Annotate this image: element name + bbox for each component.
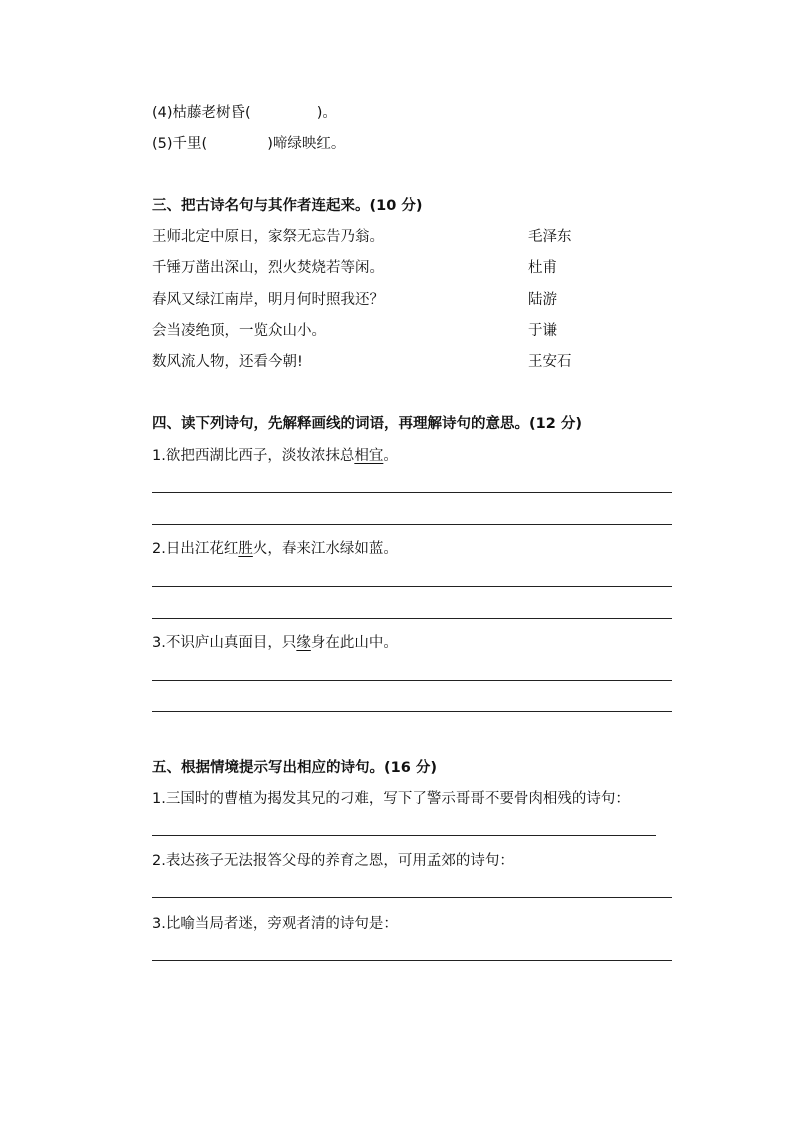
underlined-word: 胜 bbox=[238, 541, 253, 557]
answer-line[interactable] bbox=[152, 618, 672, 619]
answer-line[interactable] bbox=[152, 586, 672, 587]
answer-line[interactable] bbox=[152, 492, 672, 493]
scenario-question: 2.表达孩子无法报答父母的养育之恩，可用孟郊的诗句： bbox=[152, 853, 514, 869]
fill-item-text: )啼绿映红。 bbox=[267, 136, 346, 152]
poem-line: 春风又绿江南岸，明月何时照我还？ bbox=[152, 292, 384, 308]
fill-item-text: (5)千里( bbox=[152, 136, 208, 152]
question-3 bbox=[152, 633, 398, 653]
author-name: 王安石 bbox=[528, 354, 572, 370]
section3-title: 三、把古诗名句与其作者连起来。(10 分) bbox=[152, 198, 423, 214]
author-name: 毛泽东 bbox=[528, 229, 572, 245]
question-text: 2.日出江花红 bbox=[152, 541, 239, 557]
question-text: 身在此山中。 bbox=[310, 635, 398, 651]
answer-line[interactable] bbox=[152, 835, 656, 836]
question-text: 3.不识庐山真面目，只 bbox=[152, 635, 297, 651]
scenario-question: 3.比喻当局者迷，旁观者清的诗句是： bbox=[152, 916, 398, 932]
answer-line[interactable] bbox=[152, 680, 672, 681]
scenario-question: 1.三国时的曹植为揭发其兄的刁难，写下了警示哥哥不要骨肉相残的诗句： bbox=[152, 791, 630, 807]
section5-title: 五、根据情境提示写出相应的诗句。(16 分) bbox=[152, 760, 437, 776]
question-text: 。 bbox=[383, 448, 398, 464]
question-1 bbox=[152, 446, 398, 466]
fill-item-4 bbox=[152, 103, 337, 123]
question-text: 火，春来江水绿如蓝。 bbox=[252, 541, 398, 557]
poem-line: 会当凌绝顶，一览众山小。 bbox=[152, 323, 326, 339]
fill-item-text: (4)枯藤老树昏( bbox=[152, 105, 251, 121]
poem-line: 千锤万凿出深山，烈火焚烧若等闲。 bbox=[152, 260, 384, 276]
question-2 bbox=[152, 539, 398, 559]
poem-line: 王师北定中原日，家祭无忘告乃翁。 bbox=[152, 229, 384, 245]
fill-item-text: )。 bbox=[316, 105, 337, 121]
author-name: 陆游 bbox=[528, 292, 557, 308]
answer-line[interactable] bbox=[152, 897, 672, 898]
underlined-word: 缘 bbox=[296, 635, 311, 651]
section4-title: 四、读下列诗句，先解释画线的词语，再理解诗句的意思。(12 分) bbox=[152, 416, 582, 432]
question-text: 1.欲把西湖比西子，淡妆浓抹总 bbox=[152, 448, 355, 464]
author-name: 杜甫 bbox=[528, 260, 557, 276]
fill-item-5 bbox=[152, 134, 345, 154]
poem-line: 数风流人物，还看今朝! bbox=[152, 354, 303, 370]
author-name: 于谦 bbox=[528, 323, 557, 339]
answer-line[interactable] bbox=[152, 524, 672, 525]
underlined-word: 相宜 bbox=[354, 448, 384, 464]
answer-line[interactable] bbox=[152, 960, 672, 961]
answer-line[interactable] bbox=[152, 711, 672, 712]
